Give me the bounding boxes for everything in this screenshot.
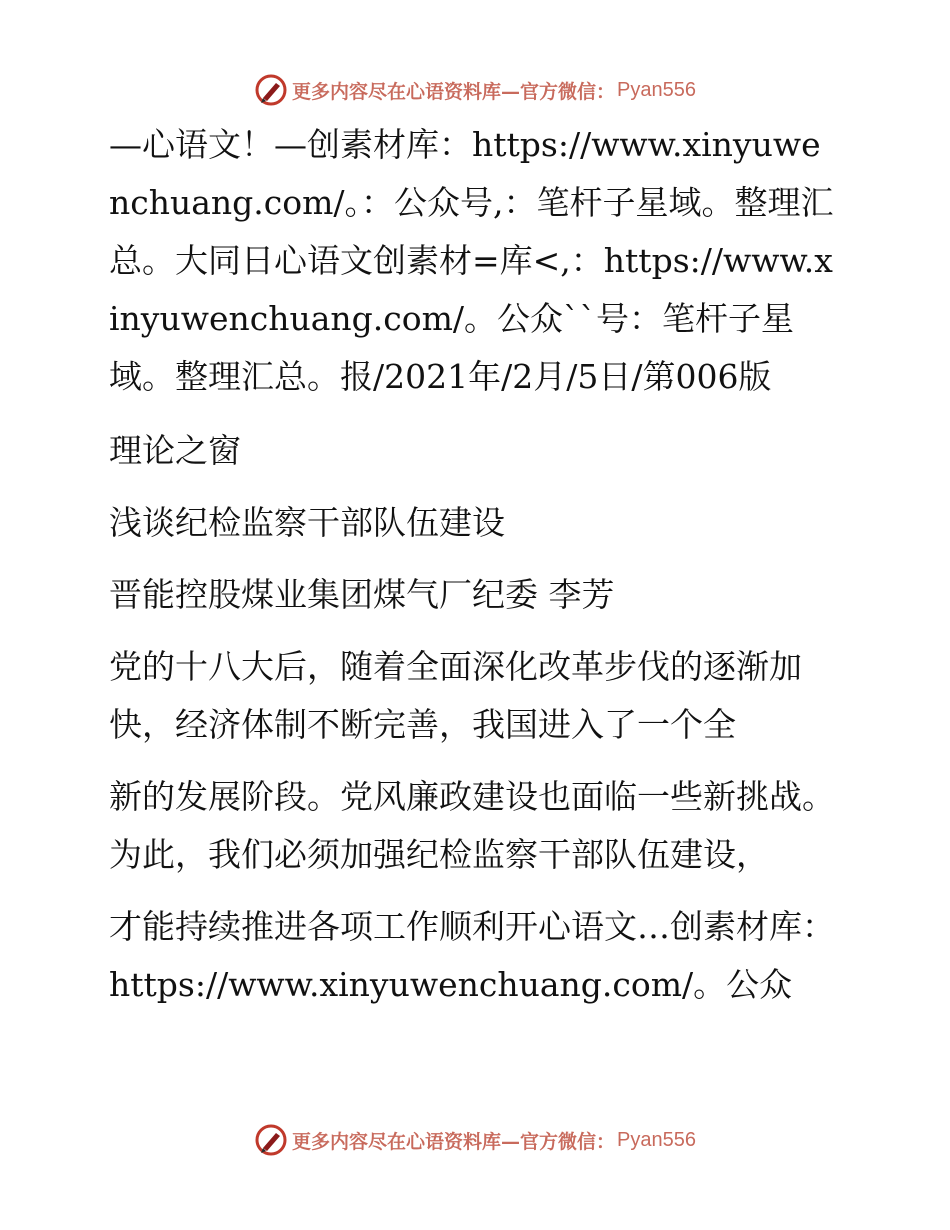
watermark-text: 更多内容尽在心语资料库—官方微信： <box>292 80 616 103</box>
source-paragraph: —心语文！—创素材库：https://www.xinyuwenchuang.com/。：公众号,：笔杆子星域。整理汇总。大同日心语文创素材=库<,：https://www.xinyuwenchuang.com/。公众``号：笔杆子星域。整理汇总。报/2021年/2月/5日/第006版 <box>109 125 834 396</box>
document-body <box>97 116 837 1014</box>
column-title: 理论之窗 <box>109 431 241 470</box>
article-author: 晋能控股煤业集团煤气厂纪委 李芳 <box>109 575 615 614</box>
body-paragraph: 党的十八大后，随着全面深化改革步伐的逐渐加快，经济体制不断完善，我国进入了一个全 <box>109 647 802 744</box>
pen-logo-icon <box>254 73 288 107</box>
article-title: 浅谈纪检监察干部队伍建设 <box>109 503 505 542</box>
watermark-banner-bottom <box>0 1120 950 1160</box>
watermark-wechat-id: Pyan556 <box>617 1128 696 1151</box>
watermark-wechat-id: Pyan556 <box>617 78 696 101</box>
body-paragraph: 才能持续推进各项工作顺利开心语文…创素材库：https://www.xinyuwenchuang.com/。公众 <box>109 907 835 1004</box>
watermark-text: 更多内容尽在心语资料库—官方微信： <box>292 1130 616 1153</box>
pen-logo-icon <box>254 1123 288 1157</box>
body-paragraph: 新的发展阶段。党风廉政建设也面临一些新挑战。为此，我们必须加强纪检监察干部队伍建设， <box>109 777 835 874</box>
watermark-banner-top <box>0 70 950 110</box>
